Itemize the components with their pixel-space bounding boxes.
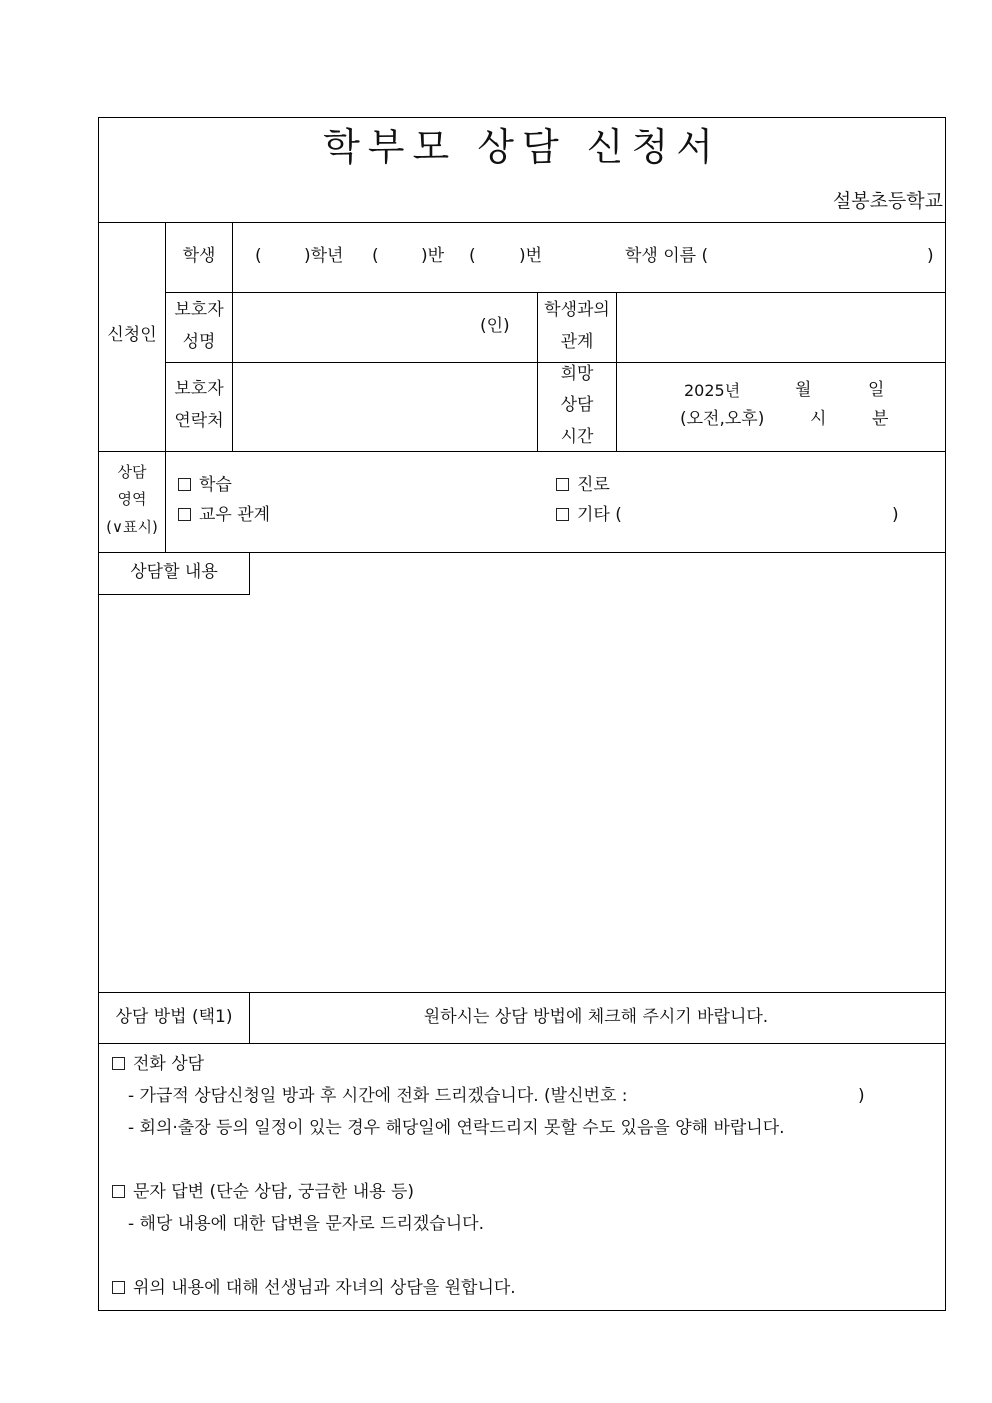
area-label-2: 영역 — [117, 490, 147, 508]
desired-time-label-3: 시간 — [560, 427, 594, 447]
rule-label-col — [232, 222, 233, 451]
checkbox-icon — [112, 1281, 125, 1294]
rule-applicant-bottom — [99, 451, 945, 452]
number-open-paren: ( — [469, 246, 476, 266]
school-name: 설봉초등학교 — [832, 190, 943, 212]
area-option-career[interactable]: 진로 — [556, 477, 610, 494]
consent-option[interactable]: 위의 내용에 대해 선생님과 자녀의 상담을 원합니다. — [112, 1280, 516, 1297]
number-label: )번 — [519, 246, 543, 266]
relation-label-1: 학생과의 — [544, 300, 610, 320]
rule-section-col — [165, 222, 166, 552]
method-label: 상담 방법 (택1) — [115, 1007, 233, 1027]
content-text-area[interactable] — [101, 596, 943, 990]
guardian-contact-label-1: 보호자 — [174, 379, 224, 399]
class-open-paren: ( — [372, 246, 379, 266]
guardian-name-label-1: 보호자 — [174, 300, 224, 320]
method-phone-option[interactable]: 전화 상담 — [112, 1056, 204, 1073]
grade-label: )학년 — [304, 246, 344, 266]
area-option-peer[interactable]: 교우 관계 — [178, 507, 270, 524]
grade-open-paren: ( — [255, 246, 262, 266]
relation-label-2: 관계 — [560, 332, 594, 352]
rule-method-col — [249, 992, 250, 1043]
method-text-option[interactable]: 문자 답변 (단순 상담, 궁금한 내용 등) — [112, 1184, 414, 1201]
time-hour: 시 — [810, 409, 827, 429]
date-day: 일 — [868, 380, 885, 400]
method-instruction: 원하시는 상담 방법에 체크해 주시기 바랍니다. — [423, 1007, 769, 1027]
seal-mark: (인) — [480, 316, 510, 336]
student-name-close: ) — [927, 246, 934, 266]
checkbox-icon — [112, 1057, 125, 1070]
rule-header-bottom — [99, 222, 945, 223]
rule-mid-col-2 — [616, 292, 617, 451]
text-note: - 해당 내용에 대한 답변을 문자로 드리겠습니다. — [128, 1214, 484, 1234]
phone-note-1: - 가급적 상담신청일 방과 후 시간에 전화 드리겠습니다. (발신번호 : — [128, 1086, 628, 1106]
student-name-label: 학생 이름 ( — [625, 246, 709, 266]
area-label-1: 상담 — [117, 463, 147, 481]
rule-method-bottom — [99, 1043, 945, 1044]
time-minute: 분 — [872, 409, 889, 429]
student-label: 학생 — [182, 246, 216, 266]
checkbox-icon — [556, 478, 569, 491]
rule-content-label-col — [249, 552, 250, 594]
checkbox-icon — [178, 478, 191, 491]
applicant-label: 신청인 — [107, 325, 157, 345]
area-other-close: ) — [892, 505, 899, 525]
checkbox-icon — [178, 508, 191, 521]
rule-guardian-row — [165, 362, 945, 363]
content-label: 상담할 내용 — [130, 562, 218, 582]
class-label: )반 — [421, 246, 445, 266]
rule-content-label — [99, 594, 250, 595]
phone-note-2: - 회의·출장 등의 일정이 있는 경우 해당일에 연락드리지 못할 수도 있음을 양해 바랍니다. — [128, 1118, 785, 1138]
checkbox-icon — [556, 508, 569, 521]
date-year: 2025년 — [684, 381, 741, 400]
rule-mid-col — [537, 292, 538, 451]
guardian-name-label-2: 성명 — [182, 332, 216, 352]
area-option-study[interactable]: 학습 — [178, 477, 232, 494]
checkbox-icon — [112, 1185, 125, 1198]
area-option-other[interactable]: 기타 ( — [556, 507, 622, 524]
desired-time-label-2: 상담 — [560, 395, 594, 415]
time-ampm: (오전,오후) — [680, 409, 765, 429]
area-label-3: (∨표시) — [106, 518, 158, 536]
rule-area-bottom — [99, 552, 945, 553]
phone-note-1-close: ) — [858, 1086, 865, 1106]
rule-content-bottom — [99, 992, 945, 993]
form-title: 학부모 상담 신청서 — [323, 125, 721, 169]
date-month: 월 — [795, 380, 812, 400]
desired-time-label-1: 희망 — [560, 364, 594, 384]
guardian-contact-label-2: 연락처 — [174, 411, 224, 431]
rule-student-row — [165, 292, 945, 293]
